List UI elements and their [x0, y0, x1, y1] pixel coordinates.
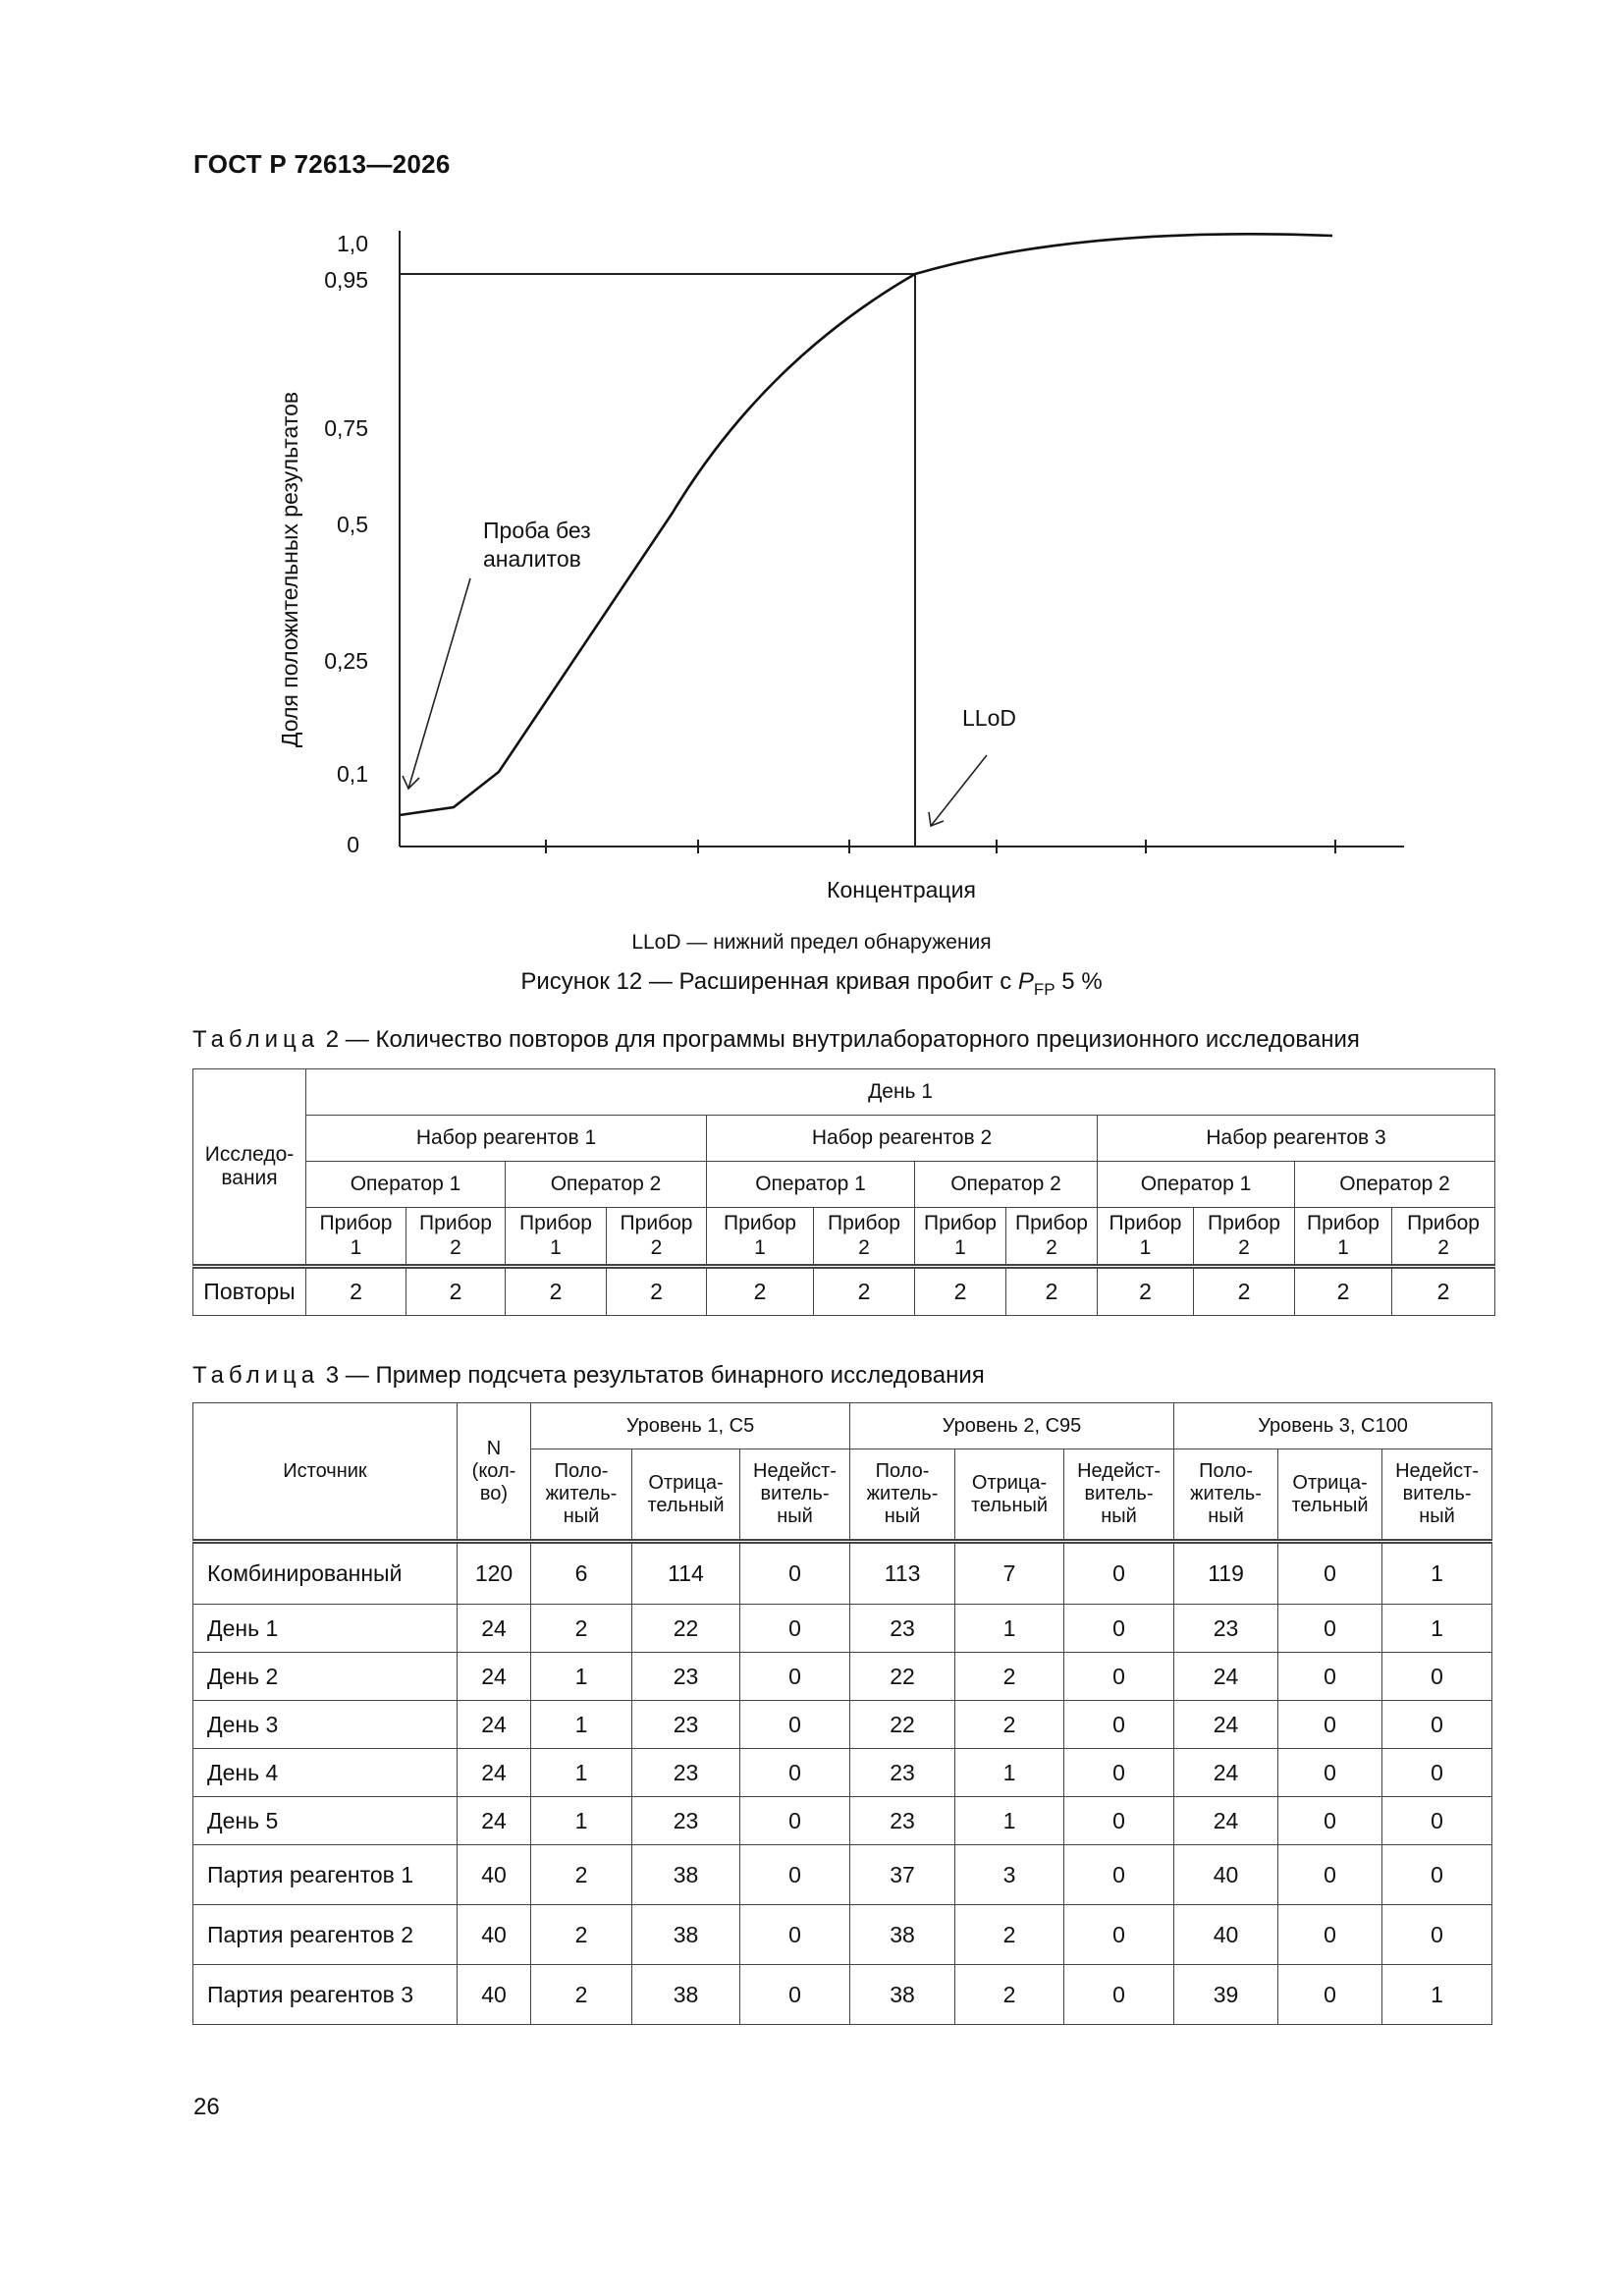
annotation-blank-sample: аналитов	[483, 546, 581, 572]
table-cell: 0	[1278, 1653, 1382, 1701]
table-cell: 0	[1064, 1905, 1174, 1965]
kit-header: Набор реагентов 1	[306, 1116, 707, 1162]
table-cell: 0	[1278, 1965, 1382, 2025]
level-header: Уровень 1, С5	[531, 1403, 850, 1449]
table-cell: 39	[1174, 1965, 1278, 2025]
table-row	[193, 1653, 1492, 1701]
ytick-label: 0,75	[324, 415, 368, 441]
table-cell: 2	[306, 1267, 406, 1316]
table-cell: 0	[740, 1905, 850, 1965]
subcol-invalid: Недейст- витель- ный	[740, 1449, 850, 1542]
table-row	[193, 1905, 1492, 1965]
table2-caption: Таблица 2 — Количество повторов для программы внутрилабораторного прецизионного исследования	[192, 1026, 1360, 1053]
table-cell: 2	[1098, 1267, 1194, 1316]
table-cell: 37	[850, 1845, 955, 1905]
table-cell: 2	[915, 1267, 1006, 1316]
table-cell: 2	[1392, 1267, 1495, 1316]
subcol-invalid: Недейст- витель- ный	[1064, 1449, 1174, 1542]
kit-header: Набор реагентов 2	[707, 1116, 1098, 1162]
annotation-arrow	[408, 578, 470, 789]
figure-caption: Рисунок 12 — Расширенная кривая пробит с $P_{FP}$ 5 %	[520, 968, 1103, 999]
table-cell: 24	[458, 1653, 531, 1701]
table-cell: 114	[632, 1542, 740, 1605]
table-cell: 23	[632, 1749, 740, 1797]
device-header: Прибор 2	[607, 1208, 707, 1267]
row-source: День 2	[193, 1653, 458, 1701]
table-cell: 1	[531, 1653, 632, 1701]
table-cell: 23	[1174, 1605, 1278, 1653]
table-cell: 0	[740, 1701, 850, 1749]
table-cell: 0	[1064, 1797, 1174, 1845]
table-cell: 0	[740, 1749, 850, 1797]
table-cell: 0	[1278, 1701, 1382, 1749]
operator-header: Оператор 1	[306, 1162, 506, 1208]
table-row	[193, 1797, 1492, 1845]
table-cell: 2	[955, 1905, 1064, 1965]
day-header: День 1	[306, 1069, 1495, 1116]
table-cell: 24	[458, 1605, 531, 1653]
device-header: Прибор 1	[915, 1208, 1006, 1267]
device-header: Прибор 1	[506, 1208, 607, 1267]
table-cell: 0	[740, 1605, 850, 1653]
table-cell: 38	[850, 1905, 955, 1965]
row-source: День 5	[193, 1797, 458, 1845]
table-cell: 24	[458, 1749, 531, 1797]
table-cell: 24	[1174, 1797, 1278, 1845]
col-source: Источник	[193, 1403, 458, 1542]
table-cell: 0	[1278, 1797, 1382, 1845]
table-cell: 0	[1064, 1965, 1174, 2025]
device-header: Прибор 1	[1098, 1208, 1194, 1267]
table-cell: 2	[531, 1965, 632, 2025]
table-cell: 2	[506, 1267, 607, 1316]
table-cell: 40	[1174, 1845, 1278, 1905]
table-cell: 2	[406, 1267, 506, 1316]
row-source: День 3	[193, 1701, 458, 1749]
table-row	[193, 1965, 1492, 2025]
row-source: День 1	[193, 1605, 458, 1653]
ytick-label: 0	[347, 832, 359, 857]
table-cell: 0	[740, 1965, 850, 2025]
ytick-label: 0,5	[337, 512, 368, 537]
table-cell: 0	[1278, 1749, 1382, 1797]
device-header: Прибор 1	[306, 1208, 406, 1267]
table-cell: 22	[632, 1605, 740, 1653]
kit-header: Набор реагентов 3	[1098, 1116, 1495, 1162]
annotation-llod: LLoD	[962, 705, 1016, 731]
probit-curve-figure	[0, 0, 1623, 923]
subcol-invalid: Недейст- витель- ный	[1382, 1449, 1492, 1542]
level-header: Уровень 3, С100	[1174, 1403, 1492, 1449]
table-cell: 0	[1278, 1605, 1382, 1653]
device-header: Прибор 2	[1006, 1208, 1098, 1267]
annotation-arrow	[931, 755, 987, 826]
operator-header: Оператор 2	[1295, 1162, 1495, 1208]
table-row	[193, 1542, 1492, 1605]
table-cell: 1	[955, 1749, 1064, 1797]
table-cell: 0	[740, 1797, 850, 1845]
table-cell: 2	[607, 1267, 707, 1316]
table-cell: 0	[1064, 1749, 1174, 1797]
subcol-positive: Поло- житель- ный	[531, 1449, 632, 1542]
table-cell: 3	[955, 1845, 1064, 1905]
table-cell: 23	[850, 1749, 955, 1797]
table-cell: 1	[531, 1749, 632, 1797]
annotation-blank-sample: Проба без	[483, 518, 591, 543]
row-source: Партия реагентов 2	[193, 1905, 458, 1965]
table-row	[193, 1845, 1492, 1905]
table-cell: 22	[850, 1701, 955, 1749]
table-cell: 38	[632, 1905, 740, 1965]
document-header: ГОСТ Р 72613—2026	[193, 149, 451, 179]
x-axis-label: Концентрация	[827, 877, 976, 902]
ytick-label: 0,25	[324, 648, 368, 674]
page-number: 26	[193, 2094, 220, 2120]
table-cell: 0	[1382, 1701, 1492, 1749]
figure-note: LLoD — нижний предел обнаружения	[631, 931, 992, 954]
table-cell: 24	[458, 1797, 531, 1845]
table-cell: 0	[740, 1653, 850, 1701]
table-cell: 0	[1382, 1653, 1492, 1701]
table-cell: 1	[1382, 1605, 1492, 1653]
row-source: Партия реагентов 3	[193, 1965, 458, 2025]
table-cell: 38	[850, 1965, 955, 2025]
table-cell: 23	[850, 1797, 955, 1845]
table-cell: 1	[1382, 1965, 1492, 2025]
operator-header: Оператор 1	[707, 1162, 915, 1208]
table-cell: 2	[814, 1267, 915, 1316]
table-cell: 0	[1278, 1905, 1382, 1965]
table-cell: 2	[1006, 1267, 1098, 1316]
table-cell: 0	[1064, 1542, 1174, 1605]
subcol-negative: Отрица- тельный	[632, 1449, 740, 1542]
table-row	[193, 1749, 1492, 1797]
table-cell: 7	[955, 1542, 1064, 1605]
table-cell: 24	[1174, 1653, 1278, 1701]
table-cell: 1	[1382, 1542, 1492, 1605]
table-cell: 0	[1278, 1542, 1382, 1605]
table-cell: 40	[458, 1845, 531, 1905]
table-cell: 24	[458, 1701, 531, 1749]
table-cell: 1	[955, 1605, 1064, 1653]
table-cell: 113	[850, 1542, 955, 1605]
ytick-label: 0,95	[324, 267, 368, 293]
y-axis-label: Доля положительных результатов	[277, 391, 302, 748]
device-header: Прибор 1	[707, 1208, 814, 1267]
table-cell: 1	[531, 1701, 632, 1749]
table-cell: 40	[458, 1965, 531, 2025]
table-cell: 2	[707, 1267, 814, 1316]
col-n: N (кол- во)	[458, 1403, 531, 1542]
ytick-label: 0,1	[337, 761, 368, 787]
table-cell: 23	[632, 1797, 740, 1845]
device-header: Прибор 2	[814, 1208, 915, 1267]
table-cell: 119	[1174, 1542, 1278, 1605]
table-cell: 40	[1174, 1905, 1278, 1965]
table-cell: 23	[850, 1605, 955, 1653]
operator-header: Оператор 1	[1098, 1162, 1295, 1208]
table-cell: 0	[1064, 1701, 1174, 1749]
table-cell: 120	[458, 1542, 531, 1605]
subcol-negative: Отрица- тельный	[1278, 1449, 1382, 1542]
table-cell: 22	[850, 1653, 955, 1701]
table-cell: 2	[531, 1605, 632, 1653]
table-cell: 2	[955, 1965, 1064, 2025]
ytick-label: 1,0	[337, 231, 368, 256]
device-header: Прибор 2	[1392, 1208, 1495, 1267]
row-source: Комбинированный	[193, 1542, 458, 1605]
subcol-negative: Отрица- тельный	[955, 1449, 1064, 1542]
table-cell: 2	[531, 1905, 632, 1965]
table-cell: 0	[1382, 1797, 1492, 1845]
table-cell: 0	[1382, 1905, 1492, 1965]
subcol-positive: Поло- житель- ный	[1174, 1449, 1278, 1542]
table-cell: 0	[1064, 1653, 1174, 1701]
table-cell: 0	[1382, 1845, 1492, 1905]
table-cell: 40	[458, 1905, 531, 1965]
subcol-positive: Поло- житель- ный	[850, 1449, 955, 1542]
table-cell: 24	[1174, 1749, 1278, 1797]
level-header: Уровень 2, С95	[850, 1403, 1174, 1449]
row-source: Партия реагентов 1	[193, 1845, 458, 1905]
device-header: Прибор 2	[1194, 1208, 1295, 1267]
table-cell: 23	[632, 1653, 740, 1701]
table-binary-results	[192, 1402, 1492, 2025]
table-row	[193, 1605, 1492, 1653]
table-cell: 1	[531, 1797, 632, 1845]
table-cell: 1	[955, 1797, 1064, 1845]
table-row	[193, 1701, 1492, 1749]
table-cell: 23	[632, 1701, 740, 1749]
table-cell: 38	[632, 1965, 740, 2025]
table-cell: 0	[740, 1845, 850, 1905]
col-research: Исследо-вания	[193, 1069, 306, 1267]
table-cell: 2	[955, 1701, 1064, 1749]
operator-header: Оператор 2	[506, 1162, 707, 1208]
table-cell: 38	[632, 1845, 740, 1905]
table-cell: 0	[1064, 1845, 1174, 1905]
operator-header: Оператор 2	[915, 1162, 1098, 1208]
table3-caption: Таблица 3 — Пример подсчета результатов бинарного исследования	[192, 1362, 985, 1389]
table-cell: 2	[531, 1845, 632, 1905]
device-header: Прибор 1	[1295, 1208, 1392, 1267]
row-label: Повторы	[193, 1267, 306, 1316]
table-cell: 2	[1194, 1267, 1295, 1316]
table-cell: 6	[531, 1542, 632, 1605]
table-cell: 0	[1382, 1749, 1492, 1797]
device-header: Прибор 2	[406, 1208, 506, 1267]
table-cell: 2	[1295, 1267, 1392, 1316]
table-cell: 0	[740, 1542, 850, 1605]
table-cell: 24	[1174, 1701, 1278, 1749]
table-replicates	[192, 1068, 1495, 1316]
table-cell: 0	[1278, 1845, 1382, 1905]
row-source: День 4	[193, 1749, 458, 1797]
table-cell: 0	[1064, 1605, 1174, 1653]
table-cell: 2	[955, 1653, 1064, 1701]
